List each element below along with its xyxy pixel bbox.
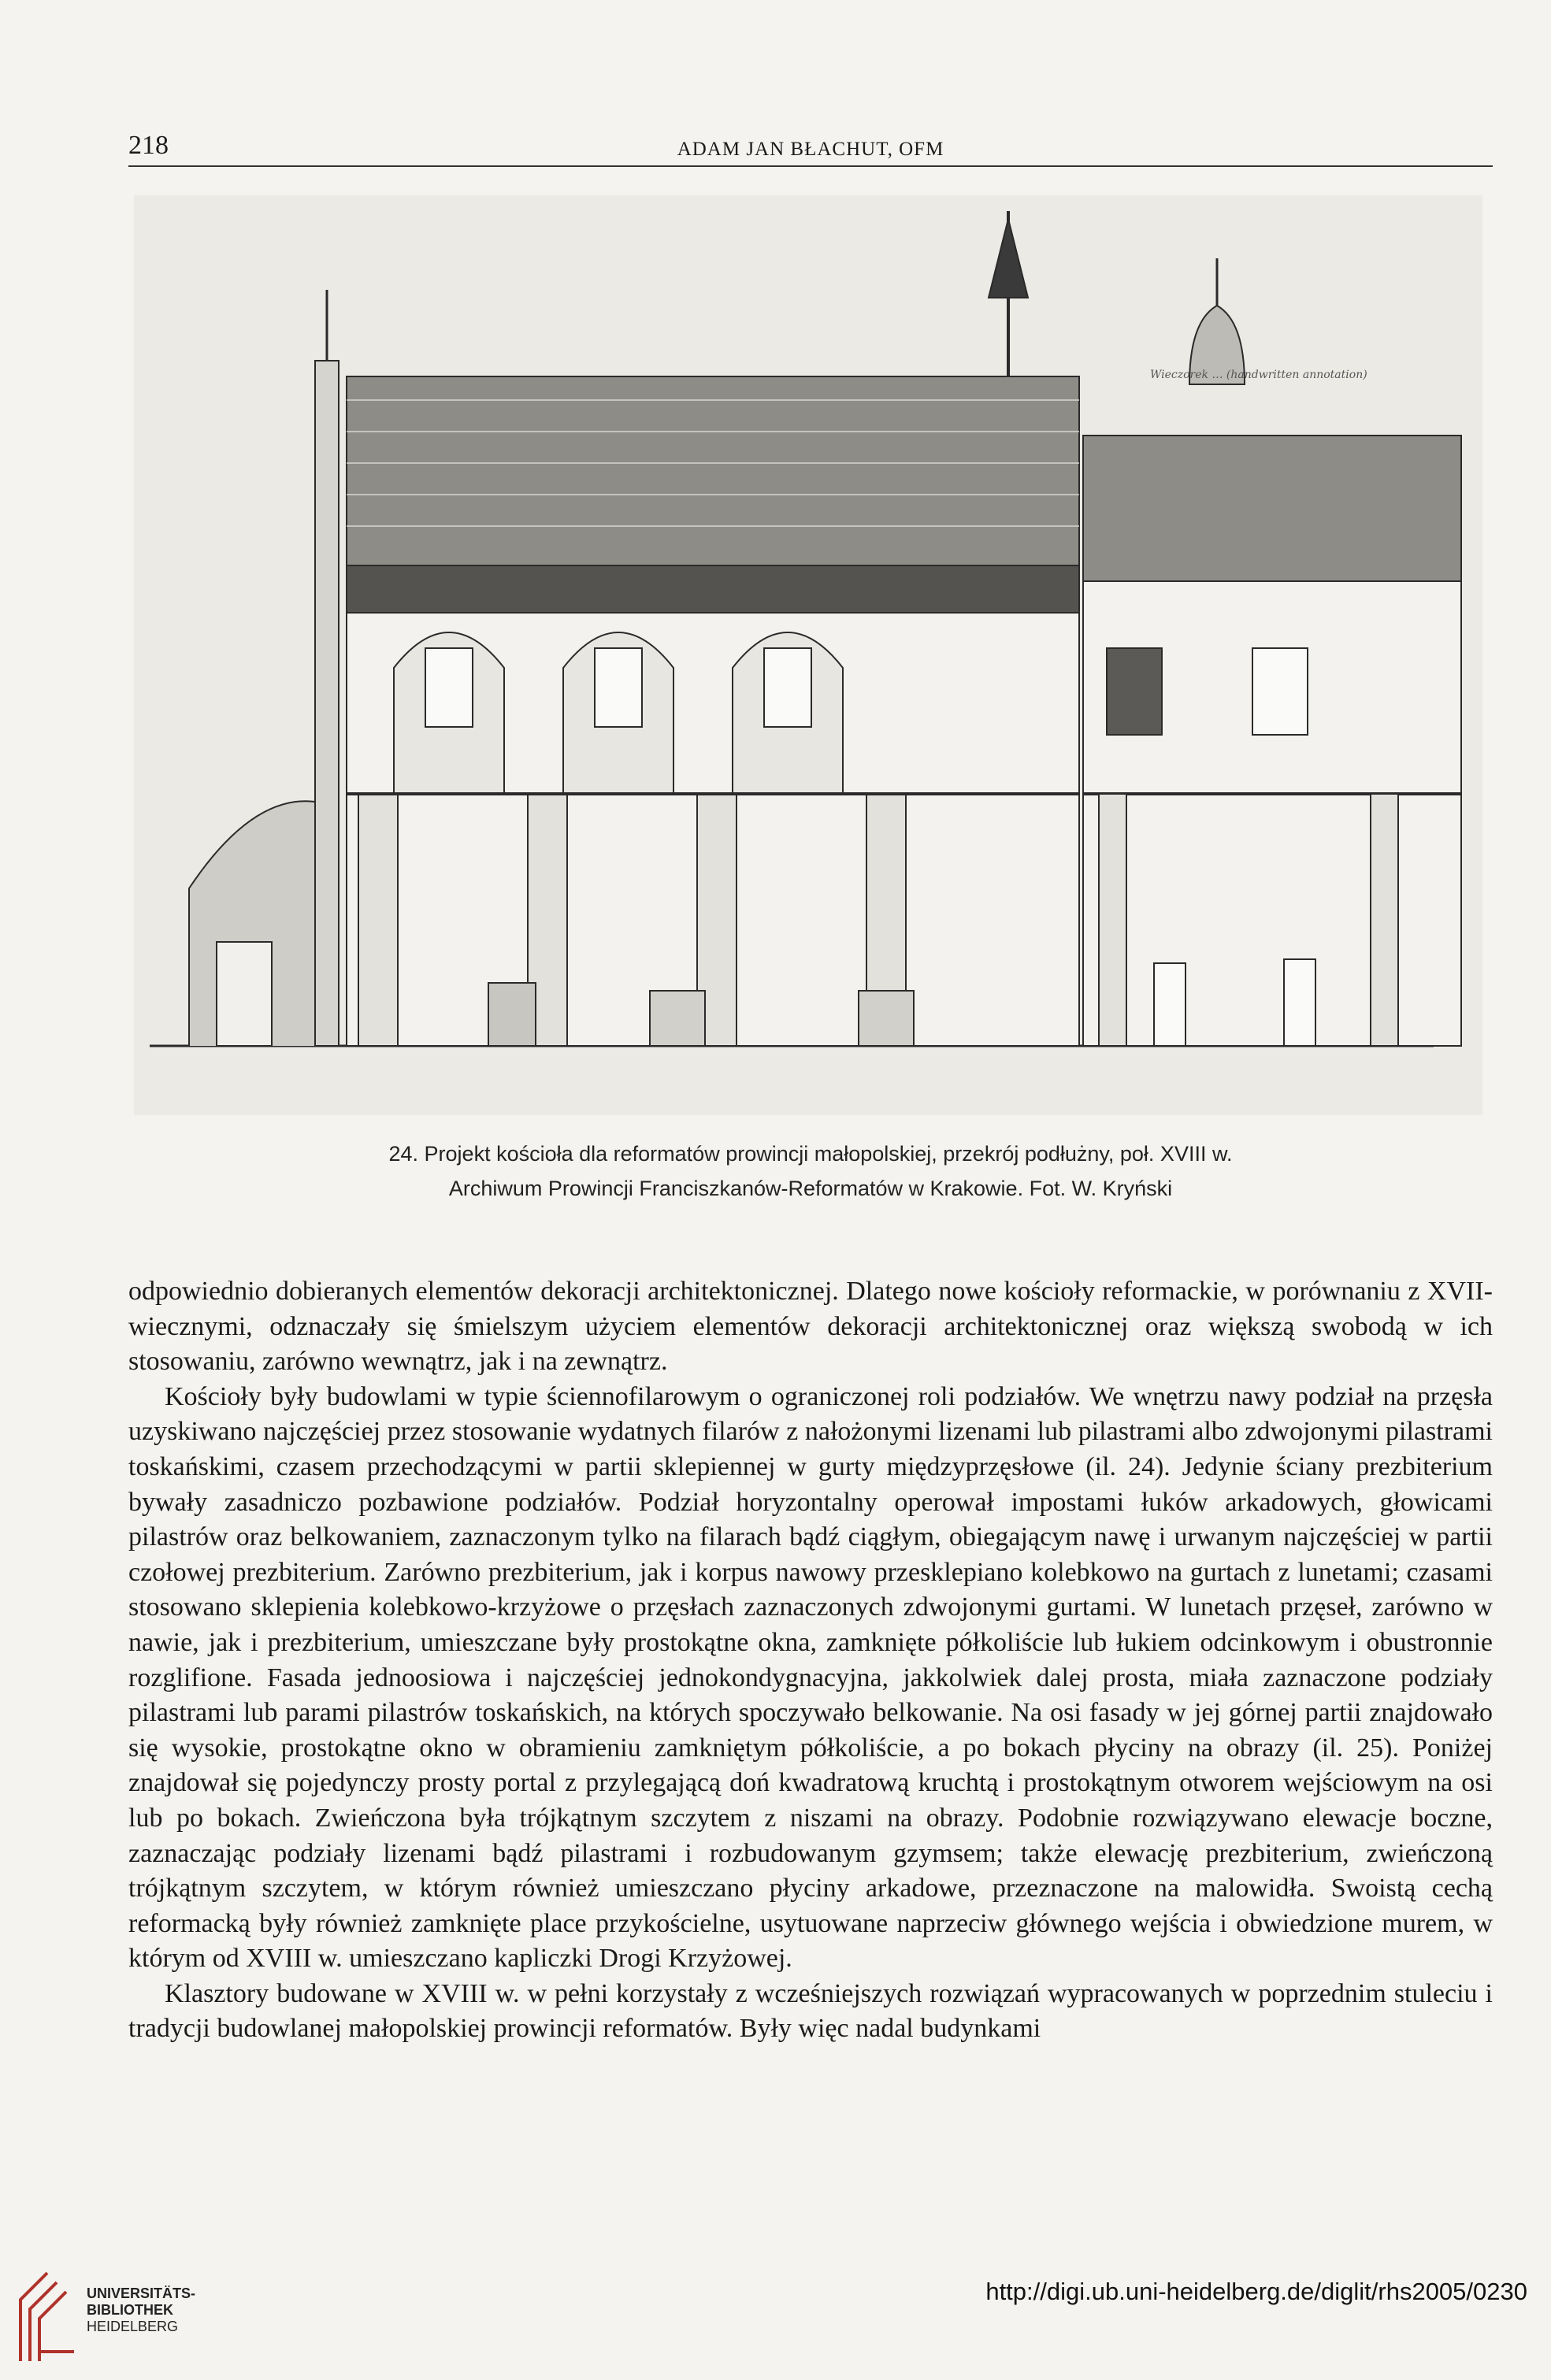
page-footer <box>0 2268 1551 2380</box>
page-header <box>128 132 1493 167</box>
library-line-2: BIBLIOTHEK <box>87 2302 173 2318</box>
paragraph: odpowiednio dobieranych elementów dekoracji architektonicznej. Dlatego nowe kościoły reformackie, w porównaniu z XVII-wiecznymi, odznaczały się śmielszym użyciem elementów dekoracji architektonicznej oraz większą swobodą w ich stosowaniu, zarówno wewnątrz, jak i na zewnątrz. <box>128 1277 1493 1377</box>
handwritten-annotation: Wieczorek … (handwritten annotation) <box>1150 369 1367 381</box>
library-line-1: UNIVERSITÄTS- <box>87 2285 196 2301</box>
running-head: ADAM JAN BŁACHUT, OFM <box>677 139 944 160</box>
body-text <box>128 1274 1493 2047</box>
source-url[interactable]: http://digi.ub.uni-heidelberg.de/diglit/rhs2005/0230 <box>985 2278 1527 2305</box>
page-number: 218 <box>128 131 169 160</box>
library-name <box>87 2285 195 2335</box>
paragraph: Klasztory budowane w XVIII w. w pełni korzystały z wcześniejszych rozwiązań wypracowanych w poprzednim stuleciu i tradycji budowlanej małopolskiej prowincji reformatów. Były więc nadal budynkami <box>128 1978 1493 2044</box>
figure-caption-line-2: Archiwum Prowincji Franciszkanów-Reformatów w Krakowie. Fot. W. Kryński <box>448 1177 1173 1200</box>
figure-caption-line-1: 24. Projekt kościoła dla reformatów prowincji małopolskiej, przekrój podłużny, poł. XVIII w. <box>388 1142 1233 1166</box>
library-logo-icon <box>16 2270 79 2364</box>
paragraph: Kościoły były budowlami w typie ściennofilarowym o ograniczonej roli podziałów. We wnętrzu nawy podział na przęsła uzyskiwano najczęściej przez stosowanie wydatnych filarów z nałożonymi lizenami lub pilastrami albo zdwojonymi pilastrami toskańskimi, czasem przechodzącymi w partii sklepiennej w gurty międzyprzęsłowe (il. 24). Jedynie ściany prezbiterium bywały zasadniczo pozbawione podziałów. Podział horyzontalny operował impostami łuków arkadowych, głowicami pilastrów oraz belkowaniem, zaznaczonym tylko na filarach bądź ciągłym, obiegającym nawę i urwanym najczęściej w partii czołowej prezbiterium. Zarówno prezbiterium, jak i korpus nawowy przesklepiano kolebkowo na gurtach z lunetami; czasami stosowano sklepienia kolebkowo-krzyżowe o przęsłach zaznaczonych zdwojonymi gurtami. W lunetach przęseł, zarówno w nawie, jak i prezbiterium, umieszczane były prostokątne okna, zamknięte półkoliście lub łukiem odcinkowym i obustronnie rozglifione. Fasada jednoosiowa i najczęściej jednokondygnacyjna, jakkolwiek dalej prosta, miała zaznaczone podziały pilastrami lub parami pilastrów toskańskich, na których spoczywało belkowanie. Na osi fasady w jej górnej partii znajdowało się wysokie, prostokątne okno w obramieniu zamkniętym półkoliście, a po bokach płyciny na obrazy (il. 25). Poniżej znajdował się pojedynczy prosty portal z przylegającą doń kwadratową kruchtą i prostokątnym otworem wejściowym na osi lub po bokach. Zwieńczona była trójkątnym szczytem z niszami na obrazy. Podobnie rozwiązywano elewacje boczne, zaznaczając podziały lizenami bądź pilastrami i rozbudowanym gzymsem; także elewację prezbiterium, zwieńczoną trójkątnym szczytem, w którym również umieszczano płyciny arkadowe, przeznaczone na malowidła. Swoistą cechą reformacką były również zamknięte place przykościelne, usytuowane naprzeciw głównego wejścia i obwiedzione murem, w którym od XVIII w. umieszczano kapliczki Drogi Krzyżowej. <box>128 1381 1493 1974</box>
library-line-3: HEIDELBERG <box>87 2319 179 2334</box>
church-section-svg <box>134 195 1482 1115</box>
architectural-section-drawing <box>134 195 1482 1115</box>
